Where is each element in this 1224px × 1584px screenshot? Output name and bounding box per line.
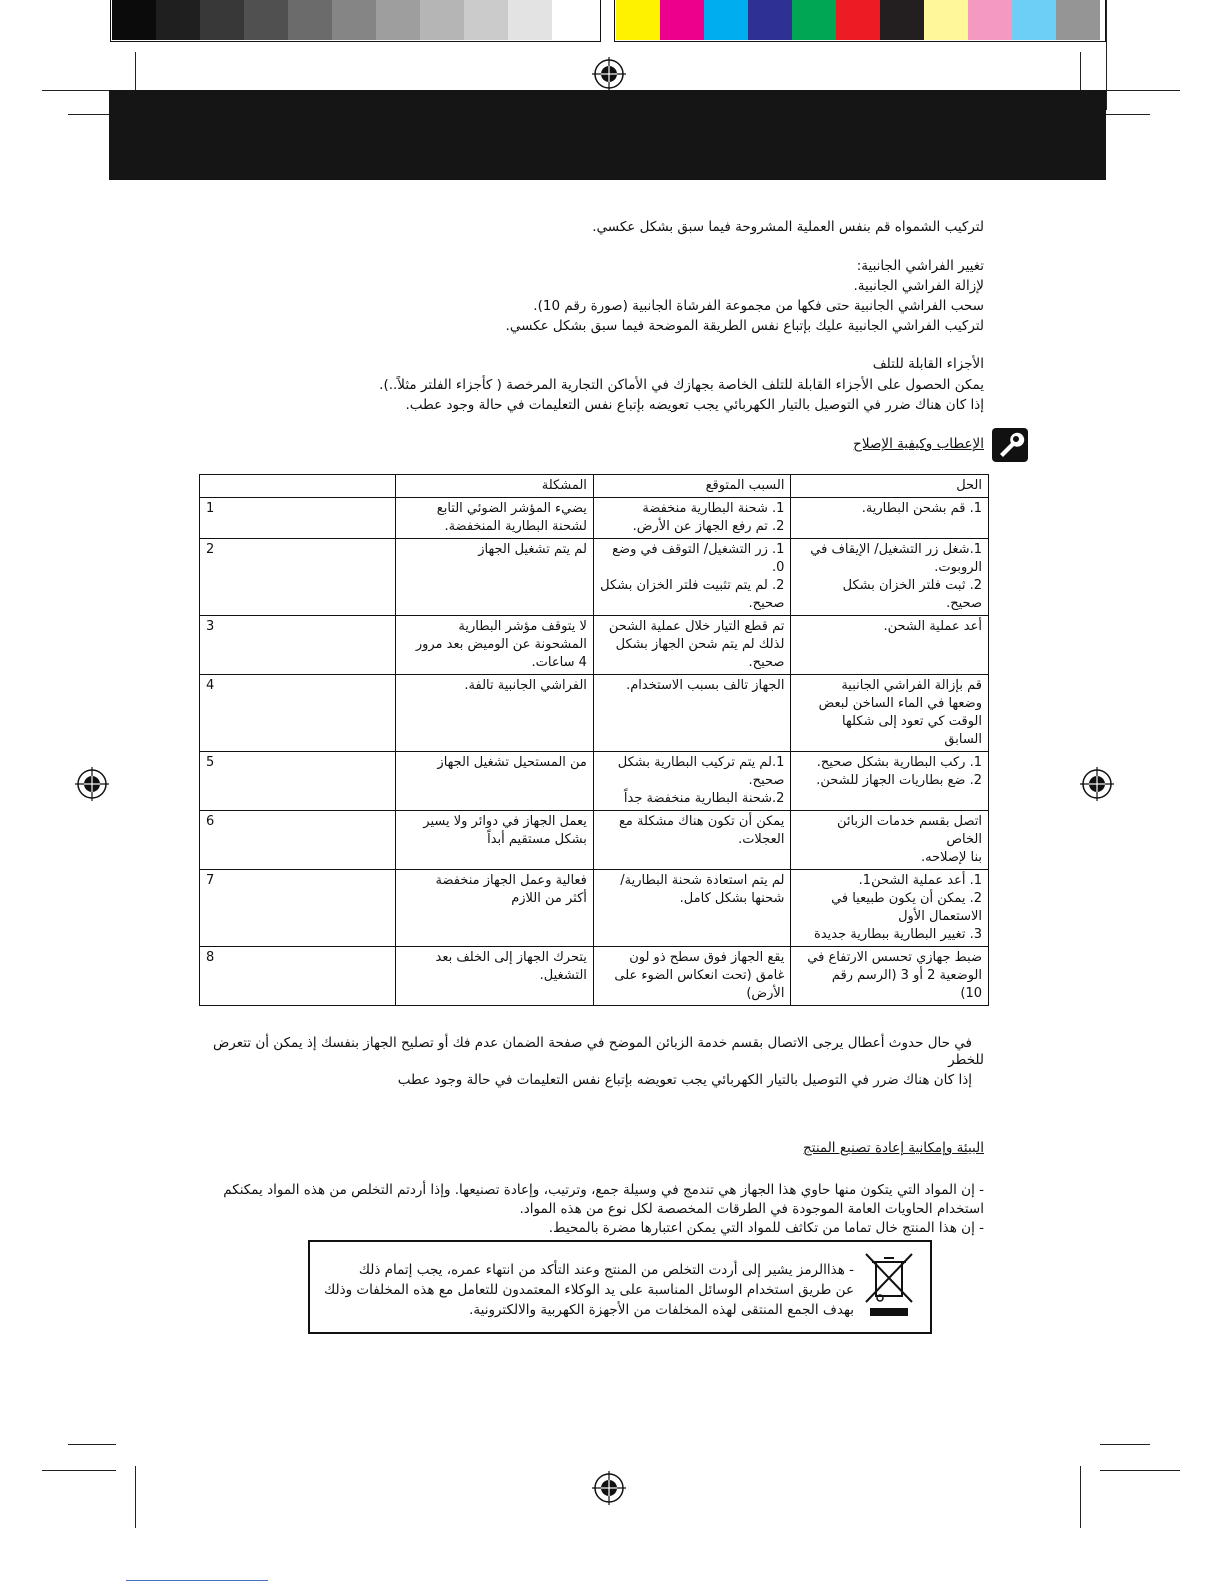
crossed-out-bin-icon	[862, 1250, 916, 1320]
table-row	[200, 811, 989, 870]
cause-cell	[593, 498, 791, 539]
table-row	[200, 539, 989, 616]
problem-cell-line: 4 ساعات.	[531, 655, 587, 670]
problem-cell-line: الفراشي الجانبية تالفة.	[464, 678, 587, 693]
problem-cell	[396, 675, 594, 752]
cause-cell-line: صحيح.	[748, 773, 785, 788]
cause-cell	[593, 870, 791, 947]
problem-cell	[396, 870, 594, 947]
solution-cell-line: 2. ضع بطاريات الجهاز للشحن.	[816, 773, 982, 788]
cause-cell-line: شحنها بشكل كامل.	[679, 891, 785, 906]
cause-cell-line: 1. زر التشغيل/ التوقف في وضع	[612, 542, 785, 557]
row-number: 3	[206, 619, 215, 634]
header-solution: الحل	[791, 475, 989, 498]
solution-cell-line: السابق	[944, 732, 982, 747]
intro-line: لتركيب الشمواه قم بنفس العملية المشروحة فيما سبق بشكل عكسي.	[592, 219, 984, 235]
row-number-cell	[200, 947, 396, 1006]
problem-cell-line: يتحرك الجهاز إلى الخلف بعد	[435, 950, 587, 965]
row-number-cell	[200, 870, 396, 947]
cause-cell-line: صحيح.	[748, 596, 785, 611]
warranty-note-cont: للخطر	[948, 1052, 984, 1068]
solution-cell-line: 10)	[960, 986, 982, 1001]
problem-cell	[396, 498, 594, 539]
recycle-line: - هذاالرمز يشير إلى أردت التخلص من المنتج وعند التأكد من انتهاء عمره، يجب إتمام ذلك	[358, 1262, 854, 1278]
registration-target-icon	[592, 57, 626, 91]
table-row	[200, 870, 989, 947]
solution-cell-line: 1. ركب البطارية بشكل صحيح.	[816, 755, 982, 770]
row-number: 2	[206, 542, 215, 557]
problem-cell	[396, 539, 594, 616]
wrench-icon	[992, 428, 1028, 462]
header-cause: السبب المتوقع	[593, 475, 791, 498]
row-number: 6	[206, 814, 215, 829]
cause-cell-line: الجهاز تالف بسبب الاستخدام.	[626, 678, 785, 693]
row-number: 4	[206, 678, 215, 693]
registration-target-icon	[1080, 767, 1114, 801]
crop-mark	[1100, 114, 1150, 115]
solution-cell	[791, 947, 989, 1006]
color-bar-frame	[614, 0, 1106, 42]
problem-cell-line: بشكل مستقيم أبداً	[487, 832, 587, 847]
problem-cell-line: يضيء المؤشر الضوئي التابع	[436, 501, 587, 516]
spare-parts-title: الأجزاء القابلة للتلف	[872, 356, 984, 372]
solution-cell-line: الوضعية 2 أو 3 (الرسم رقم	[831, 968, 982, 983]
problem-cell-line: من المستحيل تشغيل الجهاز	[437, 755, 587, 770]
side-brushes-title: تغيير الفراشي الجانبية:	[856, 258, 984, 274]
table-header-row	[200, 475, 989, 498]
troubleshooting-table	[199, 474, 989, 1006]
crop-mark	[1080, 1466, 1081, 1528]
problem-cell-line: التشغيل.	[539, 968, 587, 983]
cause-cell-line: 1. شحنة البطارية منخفضة	[642, 501, 785, 516]
solution-cell-line: 1.شغل زر التشغيل/ الإيقاف في	[810, 542, 982, 557]
table-row	[200, 675, 989, 752]
environment-line: - إن هذا المنتج خال تماما من تكاثف للمواد التي يمكن اعتبارها مضرة بالمحيط.	[548, 1220, 984, 1236]
solution-cell-line: 2. يمكن أن يكون طبيعيا في	[831, 891, 982, 906]
solution-cell	[791, 616, 989, 675]
cause-cell-line: العجلات.	[738, 832, 785, 847]
solution-cell	[791, 539, 989, 616]
recycle-line: بهدف الجمع المنتقى لهذه المخلفات من الأجهزة الكهربية والالكترونية.	[469, 1302, 854, 1318]
crop-mark	[1100, 1444, 1150, 1445]
solution-cell-line: 1. قم بشحن البطارية.	[861, 501, 982, 516]
side-brushes-line: لتركيب الفراشي الجانبية عليك بإتباع نفس الطريقة الموضحة فيما سبق بشكل عكسي.	[505, 318, 984, 334]
cause-cell	[593, 811, 791, 870]
solution-cell-line: اتصل بقسم خدمات الزبائن الخاص	[836, 814, 982, 847]
row-number: 7	[206, 873, 215, 888]
problem-cell	[396, 947, 594, 1006]
problem-cell-line: لم يتم تشغيل الجهاز	[478, 542, 587, 557]
table-row	[200, 947, 989, 1006]
cause-cell-line: 2. تم رفع الجهاز عن الأرض.	[632, 519, 785, 534]
solution-cell-line: وضعها في الماء الساخن لبعض	[818, 696, 982, 711]
row-number-cell	[200, 811, 396, 870]
solution-cell-line: الوقت كي تعود إلى شكلها	[842, 714, 982, 729]
solution-cell-line: 1. أعد عملية الشحن1.	[858, 873, 982, 888]
side-brushes-line: سحب الفراشي الجانبية حتى فكها من مجموعة الفرشاة الجانبية (صورة رقم 10).	[533, 298, 984, 314]
crop-mark	[135, 1466, 136, 1528]
cause-cell-line: تم قطع التيار خلال عملية الشحن	[608, 619, 785, 634]
solution-cell	[791, 870, 989, 947]
troubleshooting-title: الإعطاب وكيفية الإصلاح	[853, 436, 984, 452]
environment-line: استخدام الحاويات العامة الموجودة في الطرقات المخصصة لكل نوع من هذه المواد.	[519, 1201, 984, 1217]
cause-cell-line: 1.لم يتم تركيب البطارية بشكل	[617, 755, 785, 770]
crop-mark	[42, 1470, 116, 1471]
crop-mark	[1100, 1470, 1180, 1471]
registration-target-icon	[592, 1471, 626, 1505]
cause-cell-line: لم يتم استعادة شحنة البطارية/	[620, 873, 785, 888]
cause-cell-line: صحيح.	[748, 655, 785, 670]
solution-cell-line: ضبط جهازي تحسس الارتفاع في	[807, 950, 982, 965]
cause-cell-line: يقع الجهاز فوق سطح ذو لون	[629, 950, 785, 965]
solution-cell-line: أعد عملية الشحن.	[883, 619, 982, 634]
cause-cell-line: 2.شحنة البطارية منخفضة جداً	[623, 791, 785, 806]
cause-cell-line: 0.	[772, 560, 785, 575]
spare-parts-line: إذا كان هناك ضرر في التوصيل بالتيار الكهربائي يجب تعويضه بإتباع نفس التعليمات في حالة وجود عطب.	[405, 397, 984, 413]
cause-cell-line: 2. لم يتم تثبيت فلتر الخزان بشكل	[600, 578, 785, 593]
row-number-cell	[200, 498, 396, 539]
problem-cell-line: المشحونة عن الوميض بعد مرور	[415, 637, 587, 652]
solution-cell-line: قم بإزالة الفراشي الجانبية	[841, 678, 982, 693]
solution-cell-line: 2. ثبت فلتر الخزان بشكل	[842, 578, 982, 593]
problem-cell-line: أكثر من اللازم	[511, 891, 587, 906]
row-number-cell	[200, 675, 396, 752]
header-number	[200, 475, 396, 498]
crop-mark	[42, 90, 116, 91]
problem-cell-line: فعالية وعمل الجهاز منخفضة	[435, 873, 587, 888]
recycle-line: عن طريق استخدام الوسائل المناسبة على يد الوكلاء المعتمدون للتعامل مع هذه المخلفات وذلك	[324, 1282, 854, 1298]
bottom-underline	[126, 1580, 268, 1581]
problem-cell-line: لا يتوقف مؤشر البطارية	[458, 619, 587, 634]
problem-cell	[396, 752, 594, 811]
environment-line: - إن المواد التي يتكون منها حاوي هذا الجهاز هي تندمج في وسيلة جمع، وترتيب، وإعادة تصنيعها. وإذا أردتم التخلص من هذه المواد يمكنكم	[223, 1182, 984, 1198]
solution-cell-line: صحيح.	[946, 596, 982, 611]
gray-bar-frame	[110, 0, 601, 42]
cause-cell-line: يمكن أن تكون هناك مشكلة مع	[618, 814, 785, 829]
problem-cell	[396, 811, 594, 870]
solution-cell-line: بنا لإصلاحه.	[921, 850, 982, 865]
cause-cell	[593, 539, 791, 616]
row-number-cell	[200, 539, 396, 616]
side-brushes-line: لإزالة الفراشي الجانبية.	[853, 278, 984, 294]
cause-cell-line: غامق (تحت انعكاس الضوء على	[614, 968, 785, 983]
crop-mark	[1100, 90, 1180, 91]
cause-cell	[593, 752, 791, 811]
problem-cell	[396, 616, 594, 675]
problem-cell-line: يعمل الجهاز في دوائر ولا يسير	[423, 814, 587, 829]
cause-cell	[593, 947, 791, 1006]
solution-cell-line: الروبوت.	[934, 560, 982, 575]
solution-cell-line: الاستعمال الأول	[898, 909, 982, 924]
table-row	[200, 752, 989, 811]
crop-mark	[68, 1444, 116, 1445]
solution-cell	[791, 811, 989, 870]
header-problem: المشكلة	[396, 475, 594, 498]
row-number: 1	[206, 501, 215, 516]
row-number: 8	[206, 950, 215, 965]
environment-title: البيئة وإمكانية إعادة تصنيع المنتج	[803, 1140, 984, 1156]
cause-cell-line: الأرض)	[746, 986, 785, 1001]
solution-cell	[791, 498, 989, 539]
troubleshooting-table-body	[200, 498, 989, 1006]
spare-parts-line: يمكن الحصول على الأجزاء القابلة للتلف الخاصة بجهازك في الأماكن التجارية المرخصة ( كأجزاء الفلتر مثلاً..).	[379, 377, 984, 393]
problem-cell-line: لشحنة البطارية المنخفضة.	[444, 519, 587, 534]
header-band	[109, 90, 1106, 180]
warranty-note: في حال حدوث أعطال يرجى الاتصال بقسم خدمة الزبائن الموضح في صفحة الضمان عدم فك أو تصليح الجهاز بنفسك إذ يمكن أن تتعرض	[212, 1035, 972, 1051]
row-number-cell	[200, 752, 396, 811]
row-number: 5	[206, 755, 215, 770]
table-row	[200, 498, 989, 539]
row-number-cell	[200, 616, 396, 675]
table-row	[200, 616, 989, 675]
solution-cell	[791, 752, 989, 811]
cause-cell	[593, 675, 791, 752]
solution-cell-line: 3. تغيير البطارية ببطارية جديدة	[814, 927, 982, 942]
crop-mark	[1106, 0, 1107, 110]
solution-cell	[791, 675, 989, 752]
cause-cell	[593, 616, 791, 675]
registration-target-icon	[75, 767, 109, 801]
cable-note: إذا كان هناك ضرر في التوصيل بالتيار الكهربائي يجب تعويضه بإتباع نفس التعليمات في حالة وجود عطب	[397, 1072, 972, 1088]
cause-cell-line: لذلك لم يتم شحن الجهاز بشكل	[615, 637, 785, 652]
